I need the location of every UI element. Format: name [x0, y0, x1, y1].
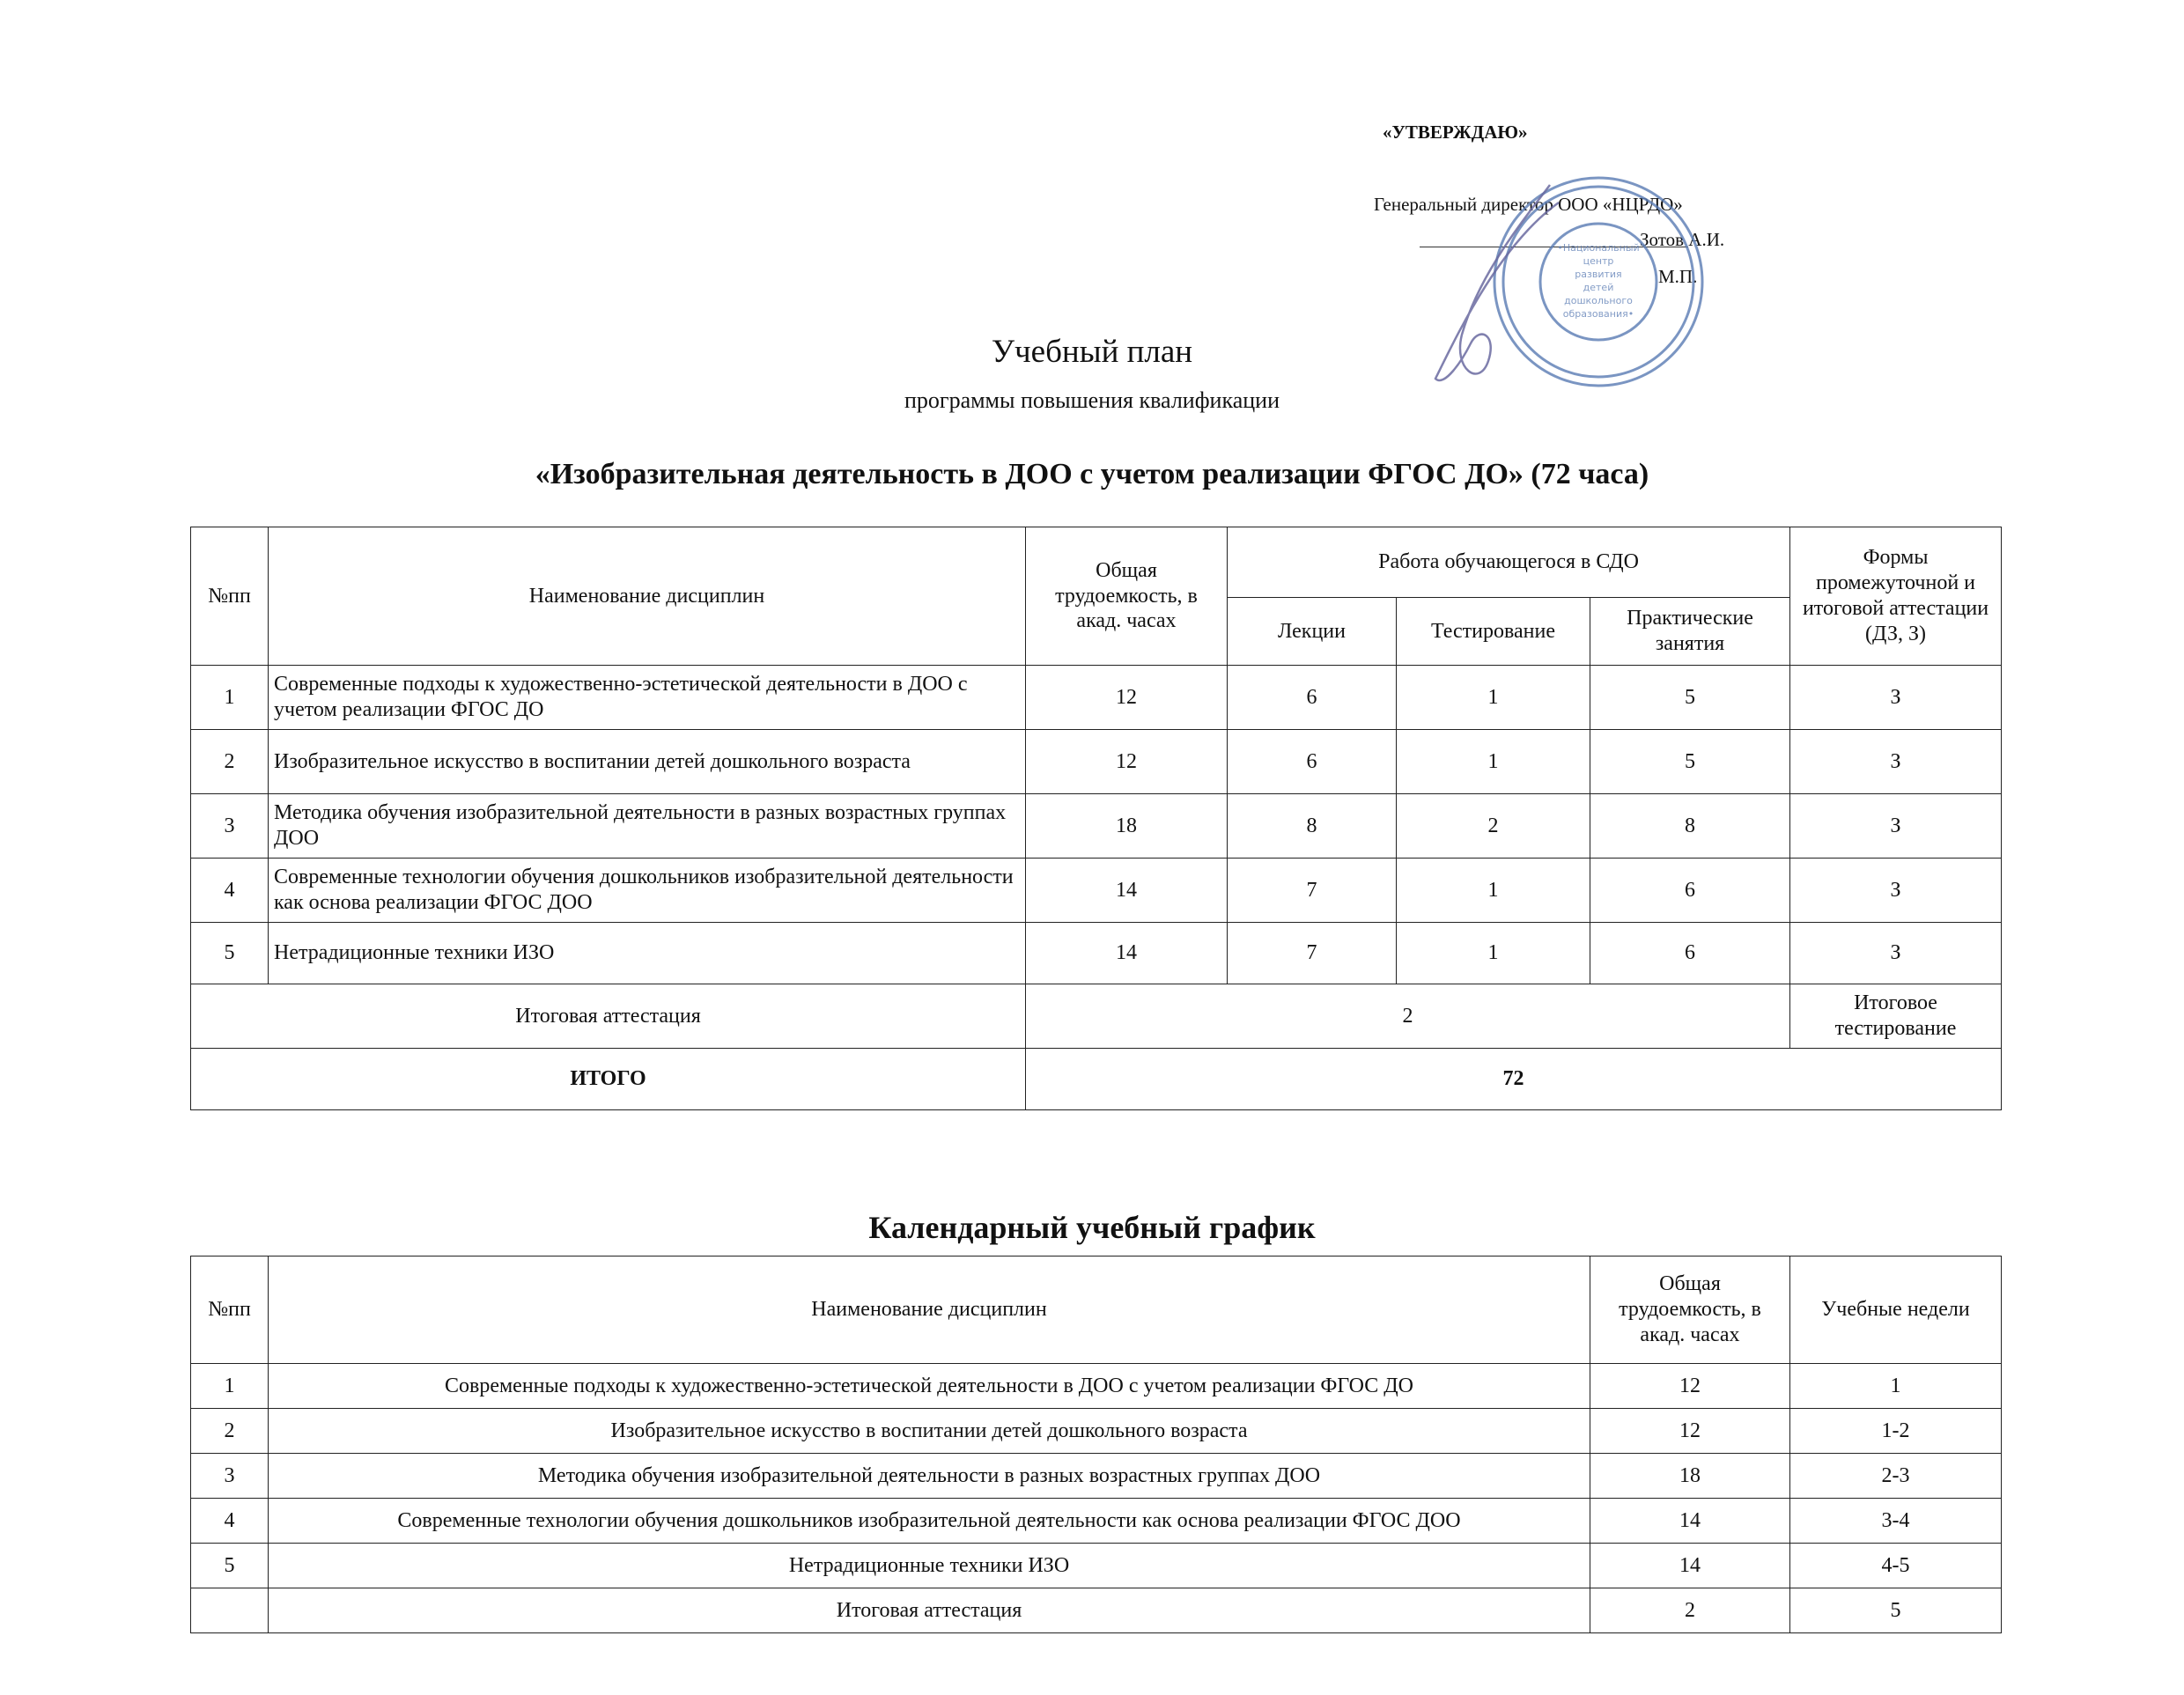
row-num: 2: [191, 730, 269, 794]
final-attestation-hours: 2: [1026, 984, 1790, 1049]
row-name: Изобразительное искусство в воспитании детей дошкольного возраста: [269, 730, 1026, 794]
row-testing: 1: [1397, 730, 1590, 794]
row-form: З: [1790, 794, 2002, 859]
row-practice: 6: [1590, 859, 1790, 923]
header-lectures: Лекции: [1228, 598, 1397, 666]
row-testing: 1: [1397, 923, 1590, 984]
row-lectures: 6: [1228, 666, 1397, 730]
schedule-row-num: 5: [191, 1544, 269, 1588]
plan-row: [191, 794, 2002, 859]
svg-text:развития: развития: [1575, 269, 1622, 280]
svg-text:образования•: образования•: [1562, 308, 1634, 320]
schedule-row: [191, 1544, 2002, 1588]
schedule-row-num: [191, 1588, 269, 1633]
row-form: З: [1790, 859, 2002, 923]
schedule-row-weeks: 3-4: [1790, 1499, 2002, 1544]
schedule-row-total: 18: [1590, 1454, 1790, 1499]
svg-text:•Национальный: •Национальный: [1557, 242, 1640, 254]
schedule-header-weeks: Учебные недели: [1790, 1257, 2002, 1364]
schedule-row-weeks: 5: [1790, 1588, 2002, 1633]
row-practice: 6: [1590, 923, 1790, 984]
final-attestation-form: Итоговое тестирование: [1790, 984, 2002, 1049]
row-total: 12: [1026, 730, 1228, 794]
schedule-row-total: 2: [1590, 1588, 1790, 1633]
schedule-row-weeks: 1-2: [1790, 1409, 2002, 1454]
schedule-row-num: 2: [191, 1409, 269, 1454]
row-total: 18: [1026, 794, 1228, 859]
schedule-row: [191, 1364, 2002, 1409]
row-name: Современные технологии обучения дошкольников изобразительной деятельности как основа реализации ФГОС ДОО: [269, 859, 1026, 923]
plan-row: [191, 730, 2002, 794]
schedule-table: [190, 1256, 2002, 1633]
schedule-row-total: 12: [1590, 1409, 1790, 1454]
schedule-row-total: 14: [1590, 1499, 1790, 1544]
row-form: З: [1790, 923, 2002, 984]
row-form: З: [1790, 730, 2002, 794]
row-total: 14: [1026, 859, 1228, 923]
header-total: Общая трудоемкость, в акад. часах: [1026, 527, 1228, 666]
row-name: Современные подходы к художественно-эстетической деятельности в ДОО с учетом реализации ФГОС ДО: [269, 666, 1026, 730]
schedule-row-total: 12: [1590, 1364, 1790, 1409]
schedule-row-weeks: 2-3: [1790, 1454, 2002, 1499]
row-lectures: 8: [1228, 794, 1397, 859]
row-num: 1: [191, 666, 269, 730]
row-lectures: 7: [1228, 859, 1397, 923]
schedule-row-name: Современные технологии обучения дошкольников изобразительной деятельности как основа реализации ФГОС ДОО: [269, 1499, 1590, 1544]
schedule-row: [191, 1588, 2002, 1633]
header-num: №пп: [191, 527, 269, 666]
schedule-row-name: Методика обучения изобразительной деятельности в разных возрастных группах ДОО: [269, 1454, 1590, 1499]
row-total: 12: [1026, 666, 1228, 730]
schedule-title: Календарный учебный график: [868, 1210, 1316, 1245]
schedule-row: [191, 1454, 2002, 1499]
header-forms: Формы промежуточной и итоговой аттестации (ДЗ, З): [1790, 527, 2002, 666]
final-attestation-label: Итоговая аттестация: [191, 984, 1026, 1049]
row-practice: 8: [1590, 794, 1790, 859]
row-practice: 5: [1590, 666, 1790, 730]
row-name: Методика обучения изобразительной деятельности в разных возрастных группах ДОО: [269, 794, 1026, 859]
schedule-row-total: 14: [1590, 1544, 1790, 1588]
approval-name: Зотов А.И.: [1640, 229, 1725, 250]
header-name: Наименование дисциплин: [269, 527, 1026, 666]
document-title: Учебный план: [991, 334, 1193, 370]
schedule-row-weeks: 4-5: [1790, 1544, 2002, 1588]
schedule-row-num: 4: [191, 1499, 269, 1544]
schedule-header-name: Наименование дисциплин: [269, 1257, 1590, 1364]
svg-text:детей: детей: [1583, 282, 1614, 293]
program-name: «Изобразительная деятельность в ДОО с учетом реализации ФГОС ДО» (72 часа): [535, 458, 1649, 490]
schedule-header-total: Общая трудоемкость, в акад. часах: [1590, 1257, 1790, 1364]
schedule-row-name: Нетрадиционные техники ИЗО: [269, 1544, 1590, 1588]
schedule-row-name: Изобразительное искусство в воспитании детей дошкольного возраста: [269, 1409, 1590, 1454]
schedule-row-num: 3: [191, 1454, 269, 1499]
row-lectures: 6: [1228, 730, 1397, 794]
approval-position: Генеральный директор ООО «НЦРДО»: [1374, 194, 1683, 215]
approval-title: «УТВЕРЖДАЮ»: [1383, 122, 1528, 143]
total-label: ИТОГО: [191, 1049, 1026, 1110]
schedule-header-num: №пп: [191, 1257, 269, 1364]
approval-mp: М.П.: [1658, 266, 1698, 287]
study-plan-table: [190, 527, 2002, 1110]
schedule-row-name: Итоговая аттестация: [269, 1588, 1590, 1633]
row-num: 3: [191, 794, 269, 859]
schedule-row-name: Современные подходы к художественно-эстетической деятельности в ДОО с учетом реализации ФГОС ДО: [269, 1364, 1590, 1409]
schedule-row-weeks: 1: [1790, 1364, 2002, 1409]
row-testing: 2: [1397, 794, 1590, 859]
plan-row: [191, 666, 2002, 730]
row-total: 14: [1026, 923, 1228, 984]
header-testing: Тестирование: [1397, 598, 1590, 666]
row-testing: 1: [1397, 859, 1590, 923]
row-name: Нетрадиционные техники ИЗО: [269, 923, 1026, 984]
row-lectures: 7: [1228, 923, 1397, 984]
schedule-row-num: 1: [191, 1364, 269, 1409]
plan-row: [191, 859, 2002, 923]
header-practice: Практические занятия: [1590, 598, 1790, 666]
row-num: 4: [191, 859, 269, 923]
schedule-row: [191, 1409, 2002, 1454]
svg-text:центр: центр: [1583, 255, 1614, 267]
total-value: 72: [1026, 1049, 2002, 1110]
row-form: З: [1790, 666, 2002, 730]
document-subtitle: программы повышения квалификации: [904, 387, 1280, 413]
row-num: 5: [191, 923, 269, 984]
row-testing: 1: [1397, 666, 1590, 730]
row-practice: 5: [1590, 730, 1790, 794]
schedule-row: [191, 1499, 2002, 1544]
svg-text:дошкольного: дошкольного: [1564, 295, 1633, 306]
header-work: Работа обучающегося в СДО: [1228, 527, 1790, 598]
plan-row: [191, 923, 2002, 984]
